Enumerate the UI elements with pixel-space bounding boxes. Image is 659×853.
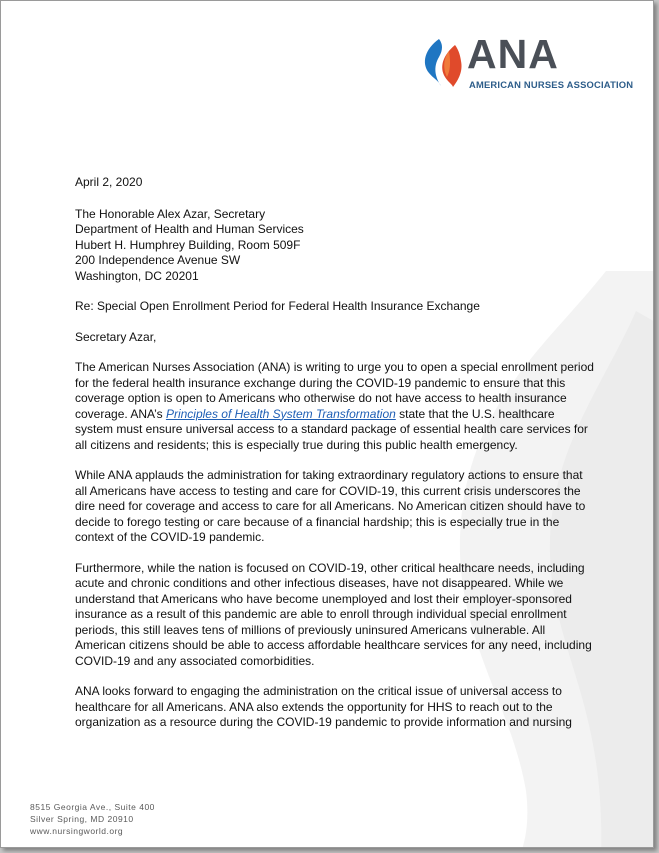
- paragraph-1-text-after: state that the U.S. healthcare system must ensure universal access to a standard package of essential health care services for all citizens and residents; this is especially true during this public health emergency.: [75, 406, 588, 452]
- footer-address: [30, 801, 155, 837]
- footer-line-city: Silver Spring, MD 20910: [30, 814, 134, 824]
- paragraph-4: ANA looks forward to engaging the administration on the critical issue of universal access to healthcare for all Americans. ANA also extends the opportunity for HHS to reach out to the organization as a resource during the COVID-19 pandemic to provide information and nursing: [75, 684, 572, 729]
- address-line: Washington, DC 20201: [75, 268, 199, 283]
- paragraph-1: [75, 360, 595, 453]
- logo-subtitle: AMERICAN NURSES ASSOCIATION: [469, 79, 634, 90]
- principles-link[interactable]: Principles of Health System Transformation: [165, 406, 396, 421]
- footer-line-street: 8515 Georgia Ave., Suite 400: [30, 802, 155, 812]
- subject-line: Re: Special Open Enrollment Period for Federal Health Insurance Exchange: [75, 299, 480, 313]
- letter-date: April 2, 2020: [75, 175, 143, 189]
- paragraph-1-text-before: The American Nurses Association (ANA) is writing to urge you to open a special enrollment period for the federal health insurance exchange during the COVID-19 pandemic to ensure that this coverage option is open to Americans who otherwise do not have access to health insurance coverage. ANA’s: [75, 360, 594, 421]
- paragraph-3: Furthermore, while the nation is focused on COVID-19, other critical healthcare needs, including acute and chronic conditions and other infectious diseases, have not disappeared. While we understand that Americans who have become unemployed and lost their employer-sponsored insurance as a result of this pandemic are able to enroll through individual special enrollment periods, this still leaves tens of millions of previously uninsured Americans vulnerable. All American citizens should be able to access affordable healthcare services for any need, including COVID-19 and any associated comorbidities.: [75, 560, 592, 668]
- flame-logo-icon: [419, 37, 465, 87]
- recipient-address: [75, 207, 595, 285]
- paragraph-2: While ANA applauds the administration for taking extraordinary regulatory actions to ensure that all Americans have access to testing and care for COVID-19, this current crisis underscores the dire need for coverage and access to care for all Americans. No American citizen should have to decide to forego testing or care because of a financial hardship; this is especially true in the context of the COVID-19 pandemic.: [75, 468, 586, 544]
- letter-body: [75, 175, 595, 746]
- ana-logo: [419, 31, 634, 95]
- footer-website-link[interactable]: www.nursingworld.org: [30, 826, 124, 836]
- address-line: The Honorable Alex Azar, Secretary: [75, 206, 266, 221]
- address-line: Hubert H. Humphrey Building, Room 509F: [75, 237, 301, 252]
- salutation: Secretary Azar,: [75, 329, 157, 344]
- logo-wordmark: ANA: [467, 31, 559, 77]
- address-line: 200 Independence Avenue SW: [75, 253, 241, 267]
- address-line: Department of Health and Human Services: [75, 222, 304, 236]
